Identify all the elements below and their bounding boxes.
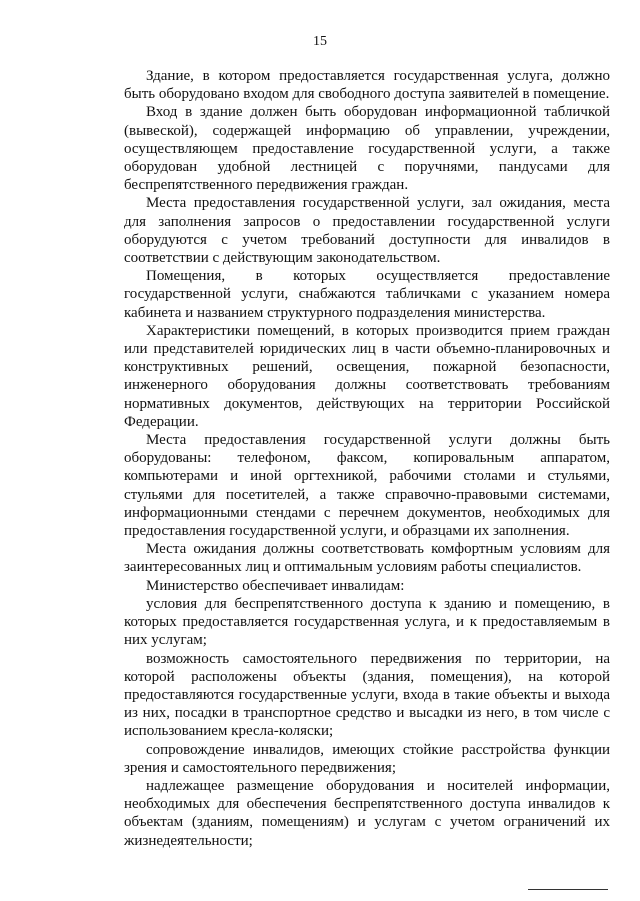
paragraph-room-plates: Помещения, в которых осуществляется предоставление государственной услуги, снабжаются табличками с указанием номера кабинета и названием структурного подразделения министерства. [124, 268, 610, 321]
list-item-escort: сопровождение инвалидов, имеющих стойкие расстройства функции зрения и самостоятельного передвижения; [124, 741, 610, 776]
paragraph-equipment: Места предоставления государственной услуги должны быть оборудованы: телефоном, факсом, копировальным аппаратом, компьютерами и иной оргтехникой, рабочими столами и стульями, стульями для посетителей, а также справочно-правовыми системами, информационными стендами с перечнем документов, необходимых для предоставления государственной услуги, и образцами их заполнения. [124, 432, 610, 540]
list-item-independent-movement: возможность самостоятельного передвижения по территории, на которой расположены объекты (здания, помещения), на которой предоставляются государственные услуги, входа в такие объекты и выхода из них, посадки в транспортное средство и высадки из него, в том числе с использованием кресла-коляски; [124, 650, 610, 740]
page-number: 15 [313, 34, 327, 49]
document-body [124, 67, 610, 850]
paragraph-waiting-places: Места ожидания должны соответствовать комфортным условиям для заинтересованных лиц и оптимальным условиям работы специалистов. [124, 541, 610, 576]
paragraph-entrance-sign: Вход в здание должен быть оборудован информационной табличкой (вывеской), содержащей информацию об управлении, учреждении, осуществляющем предоставление государственной услуги, а также оборудован удобной лестницей с поручнями, пандусами для беспрепятственного передвижения граждан. [124, 104, 610, 194]
paragraph-service-places: Места предоставления государственной услуги, зал ожидания, места для заполнения запросов о предоставлении государственной услуги оборудуются с учетом требований доступности для инвалидов в соответствии с действующим законодательством. [124, 195, 610, 267]
paragraph-building-entrance: Здание, в котором предоставляется государственная услуга, должно быть оборудовано входом для свободного доступа заявителей в помещение. [124, 68, 610, 103]
list-item-access-conditions: условия для беспрепятственного доступа к зданию и помещению, в которых предоставляется государственная услуга, и к предоставляемым в них услугам; [124, 595, 610, 649]
paragraph-room-characteristics: Характеристики помещений, в которых производится прием граждан или представителей юридических лиц в части объемно-планировочных и конструктивных решений, освещения, пожарной безопасности, инженерного оборудования должны соответствовать требованиям нормативных документов, действующих на территории Российской Федерации. [124, 322, 610, 430]
paragraph-ministry-provides: Министерство обеспечивает инвалидам: [146, 577, 405, 594]
footer-divider [528, 889, 608, 890]
list-item-equipment-placement: надлежащее размещение оборудования и носителей информации, необходимых для обеспечения беспрепятственного доступа инвалидов к объектам (зданиям, помещениям) и услугам с учетом ограничений их жизнедеятельности; [124, 777, 610, 849]
